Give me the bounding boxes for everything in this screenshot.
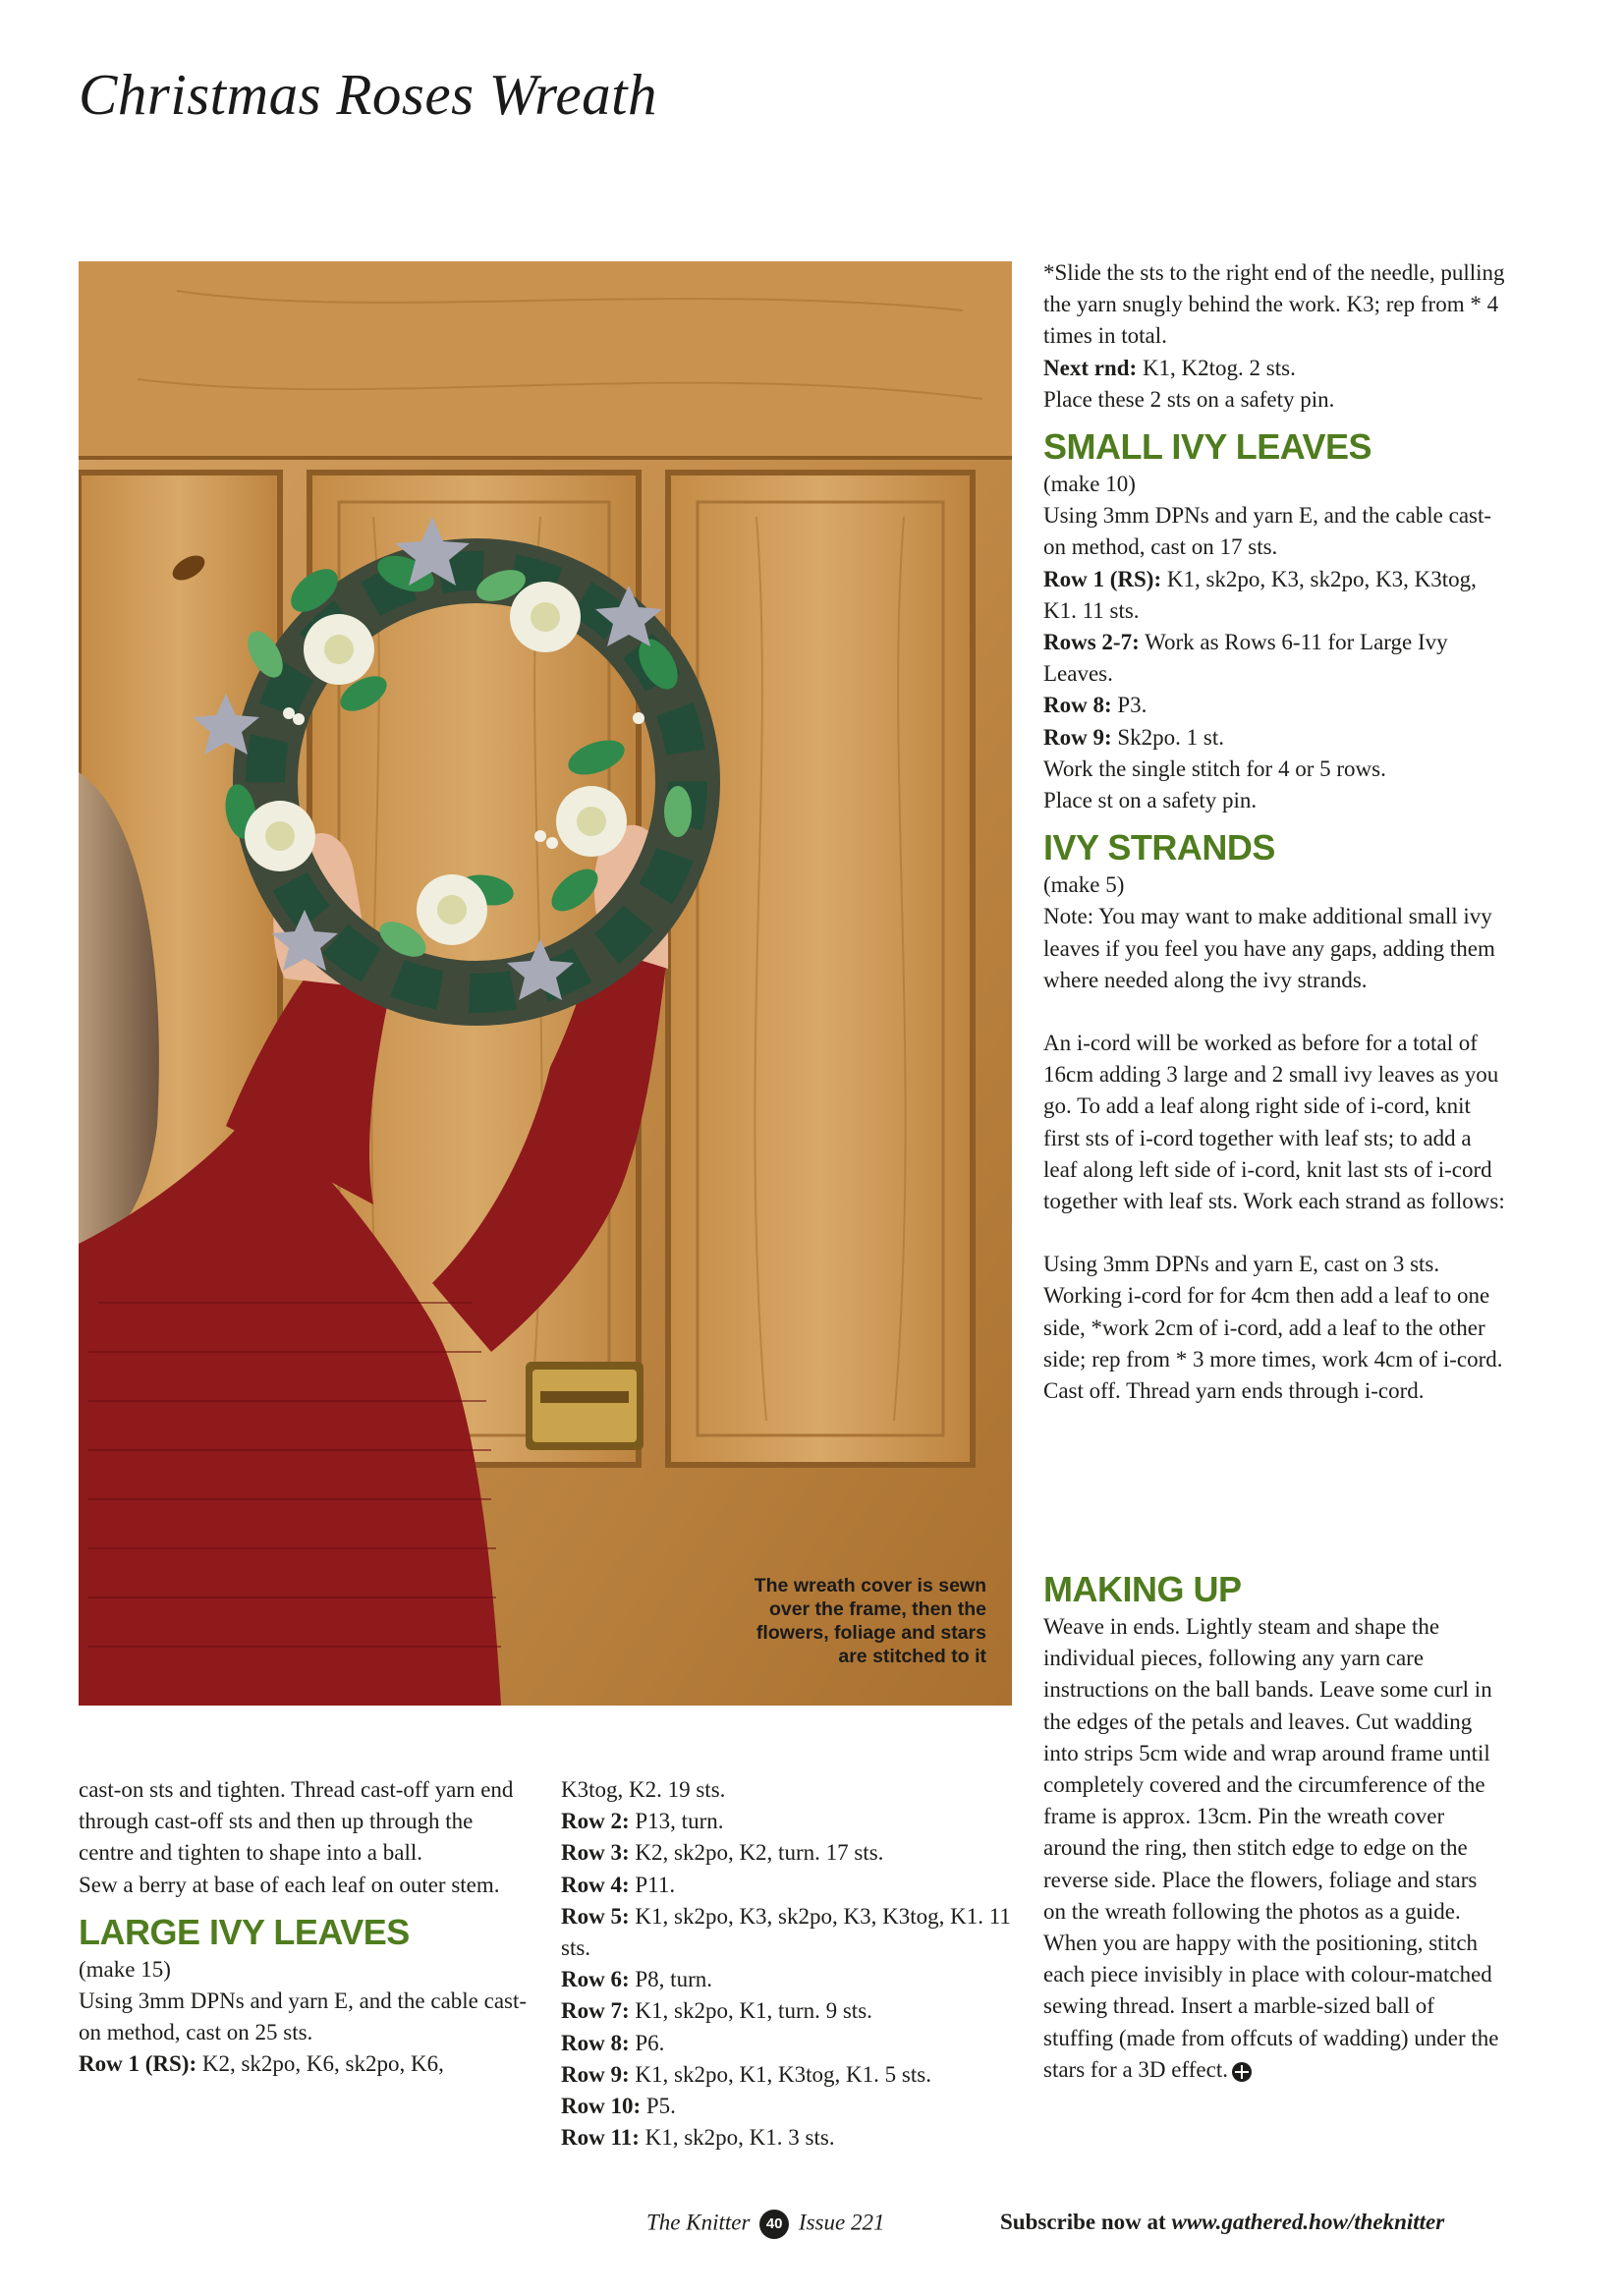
row-label: Row 3: [561, 1840, 630, 1866]
section-heading-small-ivy-leaves: SMALL IVY LEAVES [1043, 426, 1372, 468]
row-instruction [561, 1870, 1023, 1901]
row-text: K2, sk2po, K2, turn. 17 sts. [629, 1840, 884, 1866]
row-instruction [561, 1995, 1023, 2027]
row-label: Row 4: [561, 1872, 630, 1897]
row-instruction [1043, 722, 1505, 754]
paragraph: *Slide the sts to the right end of the needle, pulling the yarn snugly behind the work. K3; rep from * 4 times in total. [1043, 260, 1505, 349]
column-right-making-up [1043, 1568, 1505, 2086]
row-text: P5. [641, 2094, 676, 2119]
row-instruction [561, 1837, 1023, 1869]
row-instruction [1043, 690, 1505, 721]
row-text: K1, K2tog. 2 sts. [1137, 355, 1296, 380]
row-label: Row 11: [561, 2125, 640, 2151]
paragraph: Using 3mm DPNs and yarn E, cast on 3 sts. Working i-cord for for 4cm then add a leaf to one side, *work 2cm of i-cord, add a leaf to the other side; rep from * 3 more times, work 4cm of i-cord. [1043, 1252, 1503, 1372]
make-count: (make 10) [1043, 472, 1136, 497]
row-label: Row 1 (RS): [79, 2051, 197, 2077]
row-label: Next rnd: [1043, 355, 1138, 380]
row-text: P3. [1111, 693, 1147, 718]
paragraph: Work the single stitch for 4 or 5 rows. [1043, 756, 1386, 781]
row-text: P13, turn. [629, 1809, 724, 1834]
section-heading-ivy-strands: IVY STRANDS [1043, 827, 1275, 868]
row-text: K2, sk2po, K6, sk2po, K6, [196, 2051, 444, 2077]
row-instruction [561, 1806, 1023, 1837]
row-label: Row 5: [561, 1903, 630, 1929]
row-label: Row 8: [561, 2030, 630, 2055]
end-mark-icon [1232, 2062, 1252, 2082]
row-instruction [561, 1964, 1023, 1995]
row-text: K1, sk2po, K1, K3tog, K1. 5 sts. [629, 2061, 931, 2087]
footer-subscribe [1000, 2210, 1444, 2235]
paragraph: cast-on sts and tighten. Thread cast-off yarn end through cast-off sts and then up through the centre and tighten to shape into a ball. [79, 1777, 514, 1866]
magazine-name: The Knitter [646, 2210, 751, 2235]
row-label: Row 9: [561, 2061, 630, 2087]
row-instruction [561, 2091, 1023, 2122]
row-text: K1, sk2po, K3, sk2po, K3, K3tog, K1. 11 sts. [561, 1903, 1011, 1961]
row-instruction: K3tog, K2. 19 sts. [561, 1777, 726, 1802]
column-left [79, 1774, 531, 2081]
column-middle [561, 1774, 1023, 2154]
row-label: Row 2: [561, 1809, 630, 1834]
paragraph: Sew a berry at base of each leaf on outer stem. [79, 1872, 500, 1897]
row-label: Row 8: [1043, 693, 1112, 718]
row-instruction [1043, 564, 1505, 627]
row-instruction [561, 1901, 1023, 1964]
row-label: Row 10: [561, 2094, 642, 2119]
photo-caption: The wreath cover is sewn over the frame, then the flowers, foliage and stars are stitched to it [754, 1575, 986, 1667]
issue-number: Issue 221 [798, 2210, 885, 2235]
paragraph: Using 3mm DPNs and yarn E, and the cable cast-on method, cast on 17 sts. [1043, 503, 1492, 560]
footer-magazine [646, 2210, 884, 2239]
row-text: P6. [629, 2030, 665, 2055]
row-text: P11. [629, 1872, 676, 1897]
row-text: K1, sk2po, K1. 3 sts. [639, 2125, 835, 2151]
row-text: P8, turn. [629, 1967, 712, 1992]
row-instruction [561, 2028, 1023, 2059]
row-instruction [79, 2048, 531, 2080]
row-instruction [1043, 627, 1505, 690]
row-text: Sk2po. 1 st. [1111, 724, 1225, 750]
subscribe-link[interactable]: www.gathered.how/theknitter [1171, 2210, 1445, 2234]
wreath-illustration [79, 261, 1012, 1706]
make-count: (make 5) [1043, 872, 1125, 898]
section-heading-large-ivy-leaves: LARGE IVY LEAVES [79, 1911, 410, 1952]
row-instruction [561, 2122, 1023, 2154]
paragraph: Cast off. Thread yarn ends through i-cord. [1043, 1378, 1425, 1404]
row-text: K1, sk2po, K1, turn. 9 sts. [629, 1998, 872, 2024]
paragraph: Using 3mm DPNs and yarn E, and the cable cast-on method, cast on 25 sts. [79, 1988, 528, 2045]
paragraph: An i-cord will be worked as before for a total of 16cm adding 3 large and 2 small ivy leaves as you go. To add a leaf along right side of i-cord, knit first sts of i-cord together with leaf sts; to add a leaf along left side of i-cord, knit last sts of i-cord together with leaf sts. Work each strand as follows: [1043, 1031, 1505, 1214]
row-label: Rows 2-7: [1043, 630, 1140, 655]
note-paragraph: Note: You may want to make additional small ivy leaves if you feel you have any gaps, adding them where needed along the ivy strands. [1043, 904, 1495, 992]
row-instruction [1043, 353, 1505, 384]
paragraph: Place these 2 sts on a safety pin. [1043, 386, 1335, 412]
paragraph: Place st on a safety pin. [1043, 788, 1258, 813]
wreath-photo [79, 261, 1012, 1706]
row-text: Work as Rows 6-11 for Large Ivy Leaves. [1043, 630, 1448, 687]
column-right [1043, 257, 1505, 1407]
row-label: Row 6: [561, 1967, 630, 1992]
row-text: K1, sk2po, K3, sk2po, K3, K3tog, K1. 11 sts. [1043, 566, 1477, 623]
row-label: Row 7: [561, 1998, 630, 2024]
section-heading-making-up: MAKING UP [1043, 1569, 1242, 1609]
paragraph [1043, 1611, 1505, 2086]
page-number: 40 [759, 2210, 789, 2239]
row-label: Row 9: [1043, 724, 1112, 750]
subscribe-text: Subscribe now at [1000, 2210, 1172, 2234]
row-label: Row 1 (RS): [1043, 566, 1162, 591]
make-count: (make 15) [79, 1956, 171, 1982]
page-title: Christmas Roses Wreath [79, 62, 658, 127]
making-up-text: Weave in ends. Lightly steam and shape the individual pieces, following any yarn care instructions on the ball bands. Leave some curl in the edges of the petals and leaves. Cut wadding into strips 5cm wide and wrap around frame until completely covered and the circumference of the frame is approx. 13cm. Pin the wreath cover around the ring, then stitch edge to edge on the reverse side. Place the flowers, foliage and stars on the wreath following the photos as a guide. When you are happy with the positioning, stitch each piece invisibly in place with colour-matched sewing thread. Insert a marble-sized ball of stuffing (made from offcuts of wadding) under the stars for a 3D effect. [1043, 1614, 1499, 2082]
row-instruction [561, 2059, 1023, 2091]
